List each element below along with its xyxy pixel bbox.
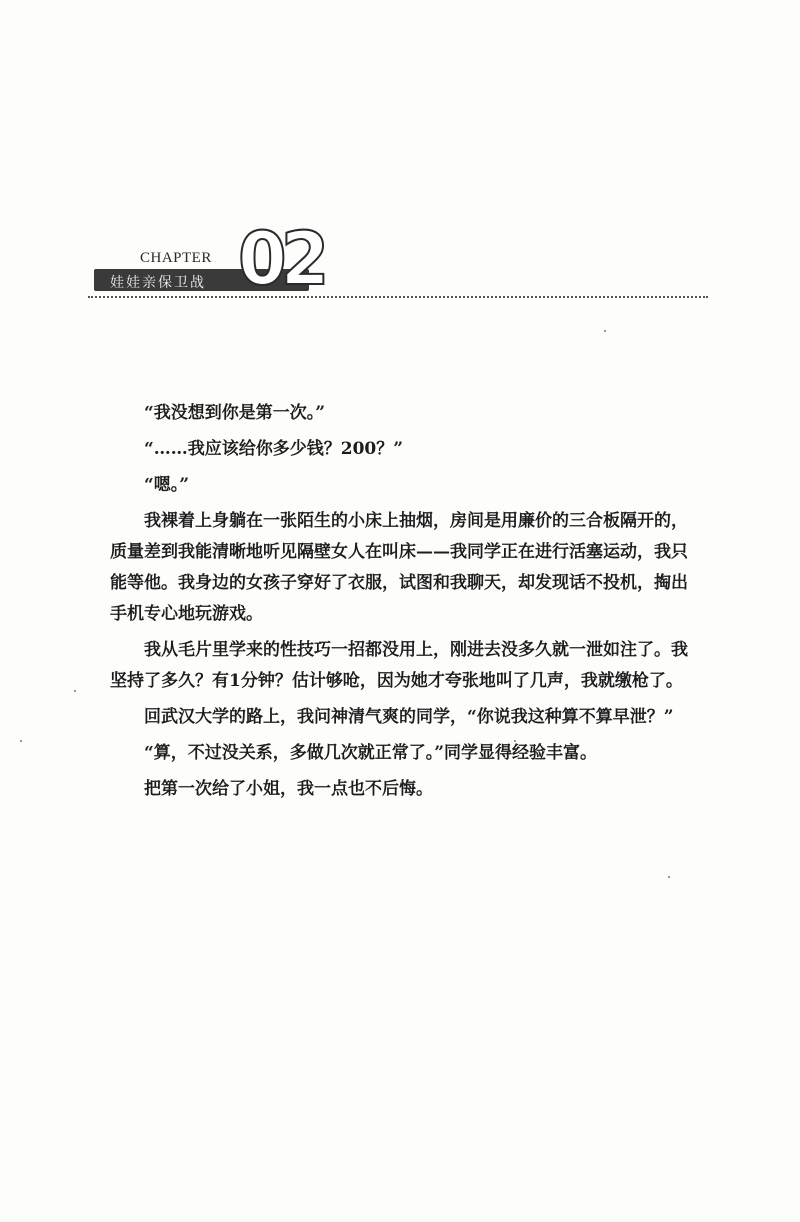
- paragraph: “……我应该给你多少钱？200？”: [144, 439, 404, 459]
- paragraph: 把第一次给了小姐，我一点也不后悔。: [144, 779, 433, 799]
- scan-speck: [604, 330, 606, 332]
- scan-speck: [74, 690, 76, 692]
- paragraph: 我裸着上身躺在一张陌生的小床上抽烟，房间是用廉价的三合板隔开的，质量差到我能清晰地听见隔壁女人在叫床——我同学正在进行活塞运动，我只能等他。我身边的女孩子穿好了衣服，试图和我聊天，却发现话不投机，掏出手机专心地玩游戏。: [110, 511, 688, 624]
- paragraph: 我从毛片里学来的性技巧一招都没用上，刚进去没多久就一泄如注了。我坚持了多久？有1分钟？估计够呛，因为她才夸张地叫了几声，我就缴枪了。: [110, 640, 688, 691]
- scan-speck: [514, 740, 516, 742]
- header-dotted-rule: [88, 296, 708, 298]
- chapter-label: CHAPTER: [140, 250, 212, 266]
- paragraph: “算，不过没关系，多做几次就正常了。”同学显得经验丰富。: [144, 743, 598, 763]
- chapter-header: [88, 215, 708, 306]
- paragraph: “我没想到你是第一次。”: [144, 403, 326, 423]
- chapter-subtitle: 娃娃亲保卫战: [110, 275, 206, 291]
- scan-speck: [668, 876, 670, 878]
- body-text: [110, 398, 688, 810]
- scan-speck: [20, 740, 22, 742]
- paragraph: “嗯。”: [144, 475, 190, 495]
- chapter-number: 02: [238, 215, 324, 303]
- paragraph: 回武汉大学的路上，我问神清气爽的同学，“你说我这种算不算早泄？”: [144, 707, 674, 727]
